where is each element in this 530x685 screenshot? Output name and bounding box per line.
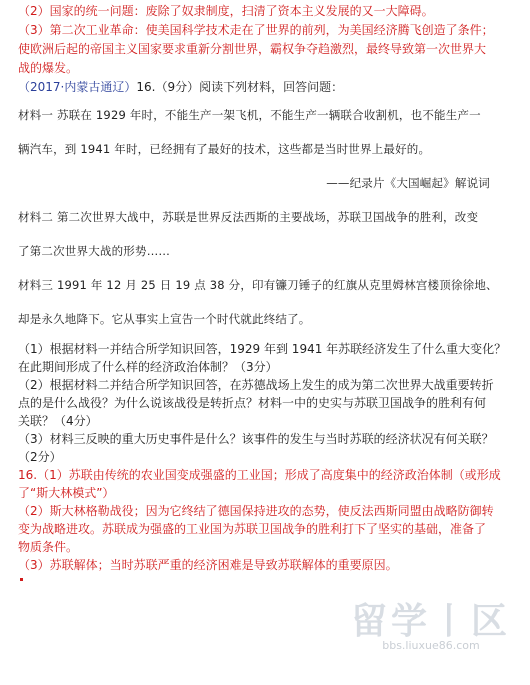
question-header: [18, 78, 343, 96]
answer-line: 了“斯大林模式”）: [18, 486, 115, 500]
answer-line: 变为战略进攻。苏联成为强盛的工业国为苏联卫国战争的胜利打下了坚实的基础，准备了: [18, 522, 487, 536]
material-one-line: 材料一 苏联在 1929 年时，不能生产一架飞机，不能生产一辆联合收割机，也不能生产一: [18, 108, 481, 122]
material-three-line: 却是永久地降下。它从事实上宣告一个时代就此终结了。: [18, 312, 311, 326]
question-title: 16.（9分）阅读下列材料，回答问题：: [136, 80, 344, 94]
answer-line: （2）斯大林格勒战役；因为它终结了德国保持进攻的态势，使反法西斯同盟由战略防御转: [18, 504, 494, 518]
answer-line: 物质条件。: [18, 540, 79, 554]
answer-line: （3）苏联解体；当时苏联严重的经济困难是导致苏联解体的重要原因。: [18, 558, 398, 572]
answer-line: 使欧洲后起的帝国主义国家要求重新分割世界，霸权争夺趋激烈，最终导致第一次世界大: [18, 42, 487, 56]
material-two-line: 材料二 第二次世界大战中，苏联是世界反法西斯的主要战场，苏联卫国战争的胜利，改变: [18, 210, 479, 224]
watermark-logo-text: 留学丨区: [350, 601, 511, 642]
answer-line: （3）第二次工业革命：使美国科学技术走在了世界的前列，为美国经济腾飞创造了条件；: [18, 23, 494, 37]
sub-question: （2）根据材料二并结合所学知识回答，在苏德战场上发生的成为第二次世界大战重要转折: [18, 378, 494, 392]
sub-question: 关联？（4分）: [18, 414, 98, 428]
answer-line: （2）国家的统一问题：废除了奴隶制度，扫清了资本主义发展的又一大障碍。: [18, 4, 434, 18]
answer-line: 战的爆发。: [18, 61, 79, 75]
sub-question: 点的是什么战役？为什么说该战役是转折点？材料一中的史实与苏联卫国战争的胜利有何: [18, 396, 487, 410]
site-watermark: [346, 593, 516, 663]
sub-question: （3）材料三反映的重大历史事件是什么？该事件的发生与当时苏联的经济状况有何关联？: [18, 432, 494, 446]
question-source: （2017·内蒙古通辽）: [18, 80, 137, 94]
material-one-source: ——纪录片《大国崛起》解说词: [326, 176, 490, 190]
answer-line: 16.（1）苏联由传统的农业国变成强盛的工业国；形成了高度集中的经济政治体制（或形成: [18, 468, 501, 482]
paragraph-mark-icon: [20, 578, 23, 581]
material-three-line: 材料三 1991 年 12 月 25 日 19 点 38 分，印有镰刀锤子的红旗从克里姆林宫楼顶徐徐地、: [18, 278, 498, 292]
sub-question: （2分）: [18, 450, 62, 464]
sub-question: 在此期间形成了什么样的经济政治体制？（3分）: [18, 360, 278, 374]
material-one-line: 辆汽车，到 1941 年时，已经拥有了最好的技术，这些都是当时世界上最好的。: [18, 142, 431, 156]
sub-question: （1）根据材料一并结合所学知识回答，1929 年到 1941 年苏联经济发生了什么重大变化？: [18, 342, 507, 356]
material-two-line: 了第二次世界大战的形势……: [18, 244, 171, 258]
watermark-url: bbs.liuxue86.com: [382, 639, 480, 652]
